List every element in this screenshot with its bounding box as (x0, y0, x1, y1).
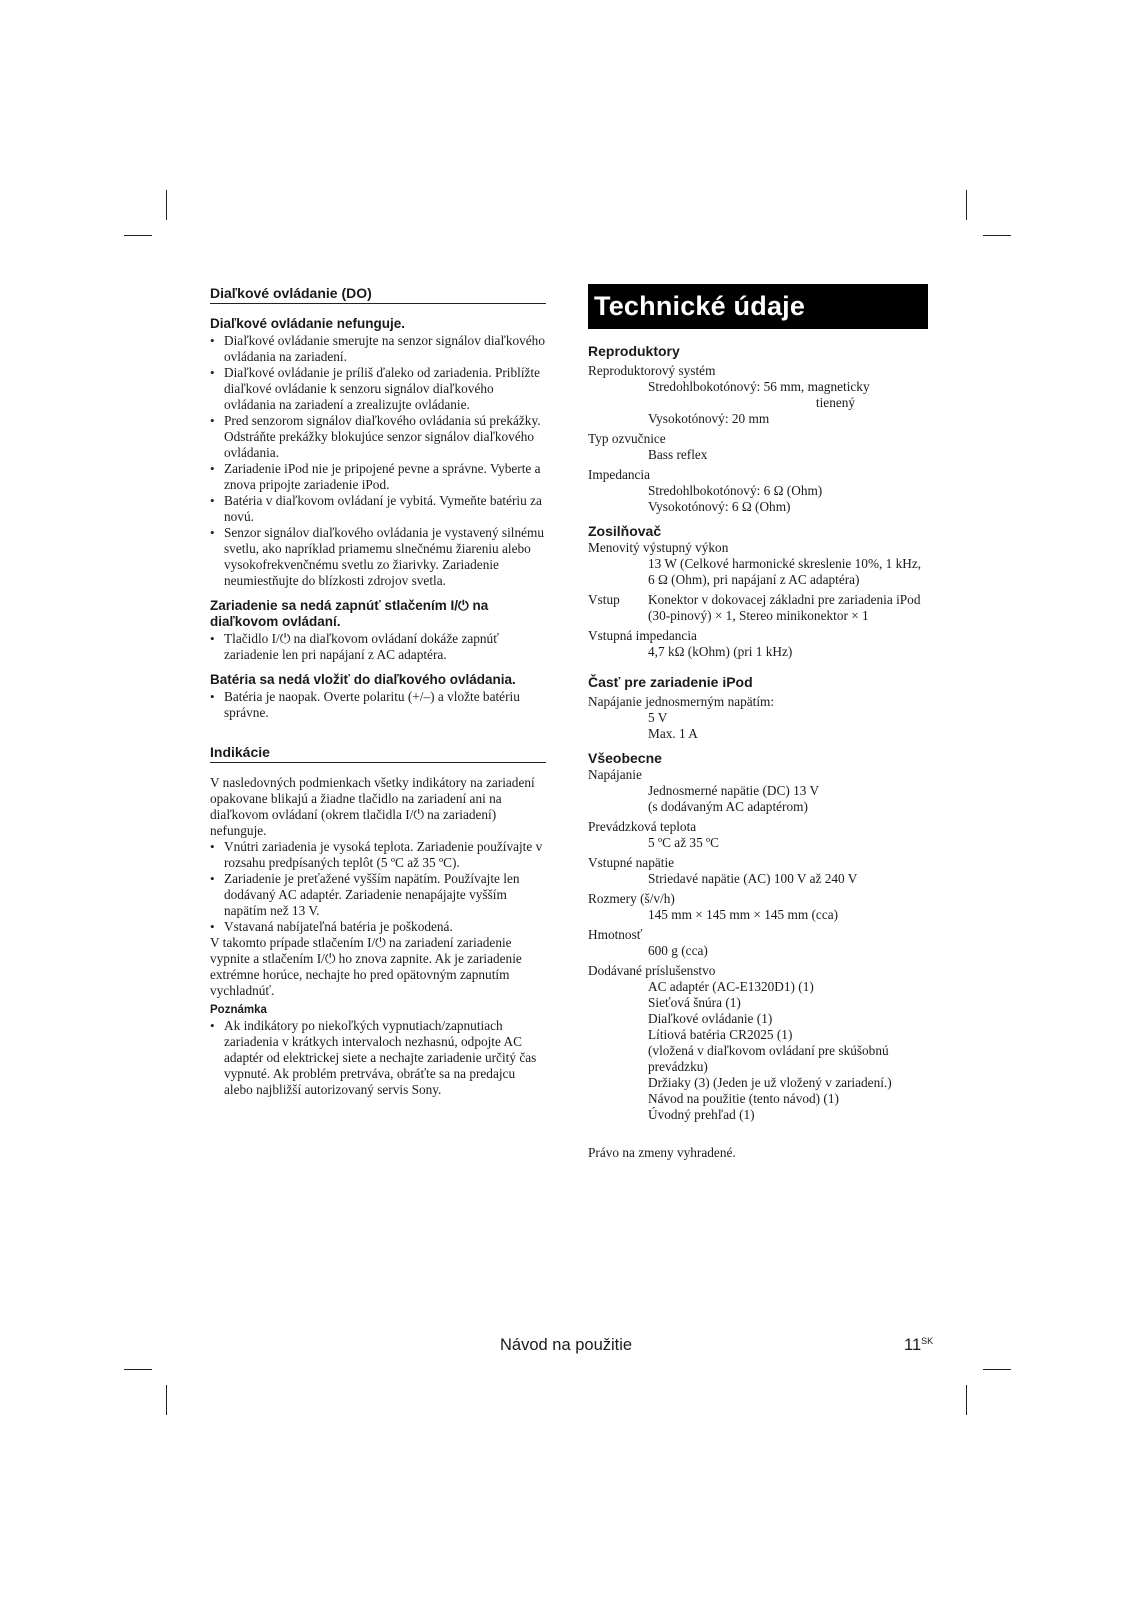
list-item: • Diaľkové ovládanie je príliš ďaleko od zariadenia. Priblížte diaľkové ovládanie k senzoru signálov diaľkového ovládania na zariadení a zrealizujte ovládanie. (210, 365, 546, 413)
spec-value: 5 V (648, 710, 668, 725)
spec-value: (s dodávaným AC adaptérom) (648, 799, 808, 814)
spec-label: Menovitý výstupný výkon (588, 540, 729, 555)
spec-value: Striedavé napätie (AC) 100 V až 240 V (648, 871, 858, 886)
spec-label: Vstup (588, 592, 620, 607)
note-heading: Poznámka (210, 1004, 267, 1016)
spec-value: Jednosmerné napätie (DC) 13 V (648, 783, 820, 798)
change-notice: Právo na zmeny vyhradené. (588, 1145, 736, 1160)
spec-label: Typ ozvučnice (588, 431, 666, 446)
spec-value: tienený (815, 395, 856, 410)
left-column (210, 284, 546, 1098)
battery-insert-list (210, 689, 546, 721)
indicators-intro: V nasledovných podmienkach všetky indikátory na zariadení opakovane blikajú a žiadne tlačidlo na zariadení ani na diaľkovom ovládaní (okrem tlačidla I/⏻ na zariadení) nefunguje. (210, 775, 535, 838)
accessory-item: (vložená v diaľkovom ovládaní pre skúšobnú prevádzku) (648, 1043, 889, 1074)
crop-mark (983, 1369, 1011, 1370)
accessory-item: Lítiová batéria CR2025 (1) (648, 1027, 793, 1042)
spec-value: Vysokotónový: 20 mm (648, 411, 770, 426)
list-item: • Zariadenie iPod nie je pripojené pevne a správne. Vyberte a znova pripojte zariadenie iPod. (210, 461, 546, 493)
spec-label: Dodávané príslušenstvo (588, 963, 716, 978)
spec-value: Vysokotónový: 6 Ω (Ohm) (648, 499, 791, 514)
accessory-item: Diaľkové ovládanie (1) (648, 1011, 773, 1026)
crop-mark (124, 1369, 152, 1370)
accessory-item: Držiaky (3) (Jeden je už vložený v zariadení.) (648, 1075, 892, 1090)
spec-value: 4,7 kΩ (kOhm) (pri 1 kHz) (648, 644, 793, 659)
spec-value: 145 mm × 145 mm × 145 mm (cca) (648, 907, 839, 922)
accessory-item: Sieťová šnúra (1) (648, 995, 741, 1010)
spec-label: Hmotnosť (588, 927, 643, 942)
accessory-item: Návod na použitie (tento návod) (1) (648, 1091, 839, 1106)
page-number-value: 11 (904, 1336, 922, 1354)
crop-mark (166, 1385, 167, 1415)
list-item: • Batéria v diaľkovom ovládaní je vybitá. Vymeňte batériu za novú. (210, 493, 546, 525)
list-item: • Batéria je naopak. Overte polaritu (+/–) a vložte batériu správne. (210, 689, 546, 721)
cannot-power-on-list (210, 631, 546, 663)
spec-label: Napájanie (588, 767, 642, 782)
spec-label: Rozmery (š/v/h) (588, 891, 675, 906)
spec-label: Napájanie jednosmerným napätím: (588, 694, 775, 709)
battery-insert-heading: Batéria sa nedá vložiť do diaľkového ovládania. (210, 672, 516, 687)
note-list (210, 1018, 546, 1098)
list-item: • Senzor signálov diaľkového ovládania je vystavený silnému svetlu, ako napríklad priamemu slnečnému žiareniu alebo vysokofrekvenčnému svetlu zo žiarivky. Zariadenie neumiestňujte do blízkosti zdrojov svetla. (210, 525, 546, 589)
crop-mark (966, 190, 967, 220)
right-column (588, 284, 928, 1161)
accessory-item: Úvodný prehľad (1) (648, 1107, 755, 1122)
crop-mark (966, 1385, 967, 1415)
page-title-box (588, 284, 928, 329)
spec-value: 5 ºC až 35 ºC (648, 835, 720, 850)
crop-mark (983, 235, 1011, 236)
speakers-heading: Reproduktory (588, 343, 680, 359)
page-title: Technické údaje (594, 291, 806, 321)
spec-label: Impedancia (588, 467, 651, 482)
remote-not-working-list (210, 333, 546, 589)
amplifier-heading: Zosilňovač (588, 523, 662, 539)
spec-value: Stredohlbokotónový: 56 mm, magneticky (648, 379, 870, 394)
remote-not-working-heading: Diaľkové ovládanie nefunguje. (210, 316, 405, 331)
section-heading-indicators: Indikácie (210, 743, 546, 763)
list-item: • Vstavaná nabíjateľná batéria je poškodená. (210, 919, 546, 935)
ipod-heading: Časť pre zariadenie iPod (588, 674, 753, 690)
indicators-list (210, 839, 546, 935)
spec-value: Stredohlbokotónový: 6 Ω (Ohm) (648, 483, 823, 498)
list-item: • Zariadenie je preťažené vyšším napätím. Používajte len dodávaný AC adaptér. Zariadenie nenapájajte vyšším napätím než 13 V. (210, 871, 546, 919)
list-item: • Pred senzorom signálov diaľkového ovládania sú prekážky. Odstráňte prekážky blokujúce senzor signálov diaľkového ovládania. (210, 413, 546, 461)
spec-label: Reproduktorový systém (588, 363, 716, 378)
cannot-power-on-heading: Zariadenie sa nedá zapnúť stlačením I/⏻ na diaľkovom ovládaní. (210, 598, 489, 629)
general-heading: Všeobecne (588, 750, 662, 766)
page-number (904, 1336, 933, 1355)
spec-label: Vstupné napätie (588, 855, 675, 870)
crop-mark (124, 235, 152, 236)
footer-title: Návod na použitie (500, 1336, 633, 1354)
spec-label: Vstupná impedancia (588, 628, 697, 643)
spec-row-input (588, 592, 928, 624)
section-heading-remote: Diaľkové ovládanie (DO) (210, 284, 546, 304)
spec-value: Konektor v dokovacej základni pre zariadenia iPod (30-pinový) × 1, Stereo minikonektor × 1 (648, 592, 921, 623)
accessory-item: AC adaptér (AC-E1320D1) (1) (648, 979, 814, 994)
spec-label: Prevádzková teplota (588, 819, 697, 834)
list-item: • Vnútri zariadenia je vysoká teplota. Zariadenie používajte v rozsahu predpísaných teplôt (5 ºC až 35 ºC). (210, 839, 546, 871)
crop-mark (166, 190, 167, 220)
indicators-after: V takomto prípade stlačením I/⏻ na zariadení zariadenie vypnite a stlačením I/⏻ ho znova zapnite. Ak je zariadenie extrémne horúce, nechajte ho pred opätovným zapnutím vychladnúť. (210, 935, 522, 998)
spec-value: 13 W (Celkové harmonické skreslenie 10%, 1 kHz, 6 Ω (Ohm), pri napájaní z AC adaptéra) (648, 556, 922, 587)
page-language-suffix: SK (921, 1336, 934, 1346)
list-item: • Ak indikátory po niekoľkých vypnutiach/zapnutiach zariadenia v krátkych intervaloch nezhasnú, odpojte AC adaptér od elektrickej siete a nechajte zariadenie určitý čas vypnuté. Ak problém pretrváva, obráťte sa na predajcu alebo najbližší autorizovaný servis Sony. (210, 1018, 546, 1098)
list-item: • Tlačidlo I/⏻ na diaľkovom ovládaní dokáže zapnúť zariadenie len pri napájaní z AC adaptéra. (210, 631, 546, 663)
list-item: • Diaľkové ovládanie smerujte na senzor signálov diaľkového ovládania na zariadení. (210, 333, 546, 365)
spec-value: 600 g (cca) (648, 943, 708, 958)
spec-value: Max. 1 A (648, 726, 698, 741)
spec-value: Bass reflex (648, 447, 708, 462)
